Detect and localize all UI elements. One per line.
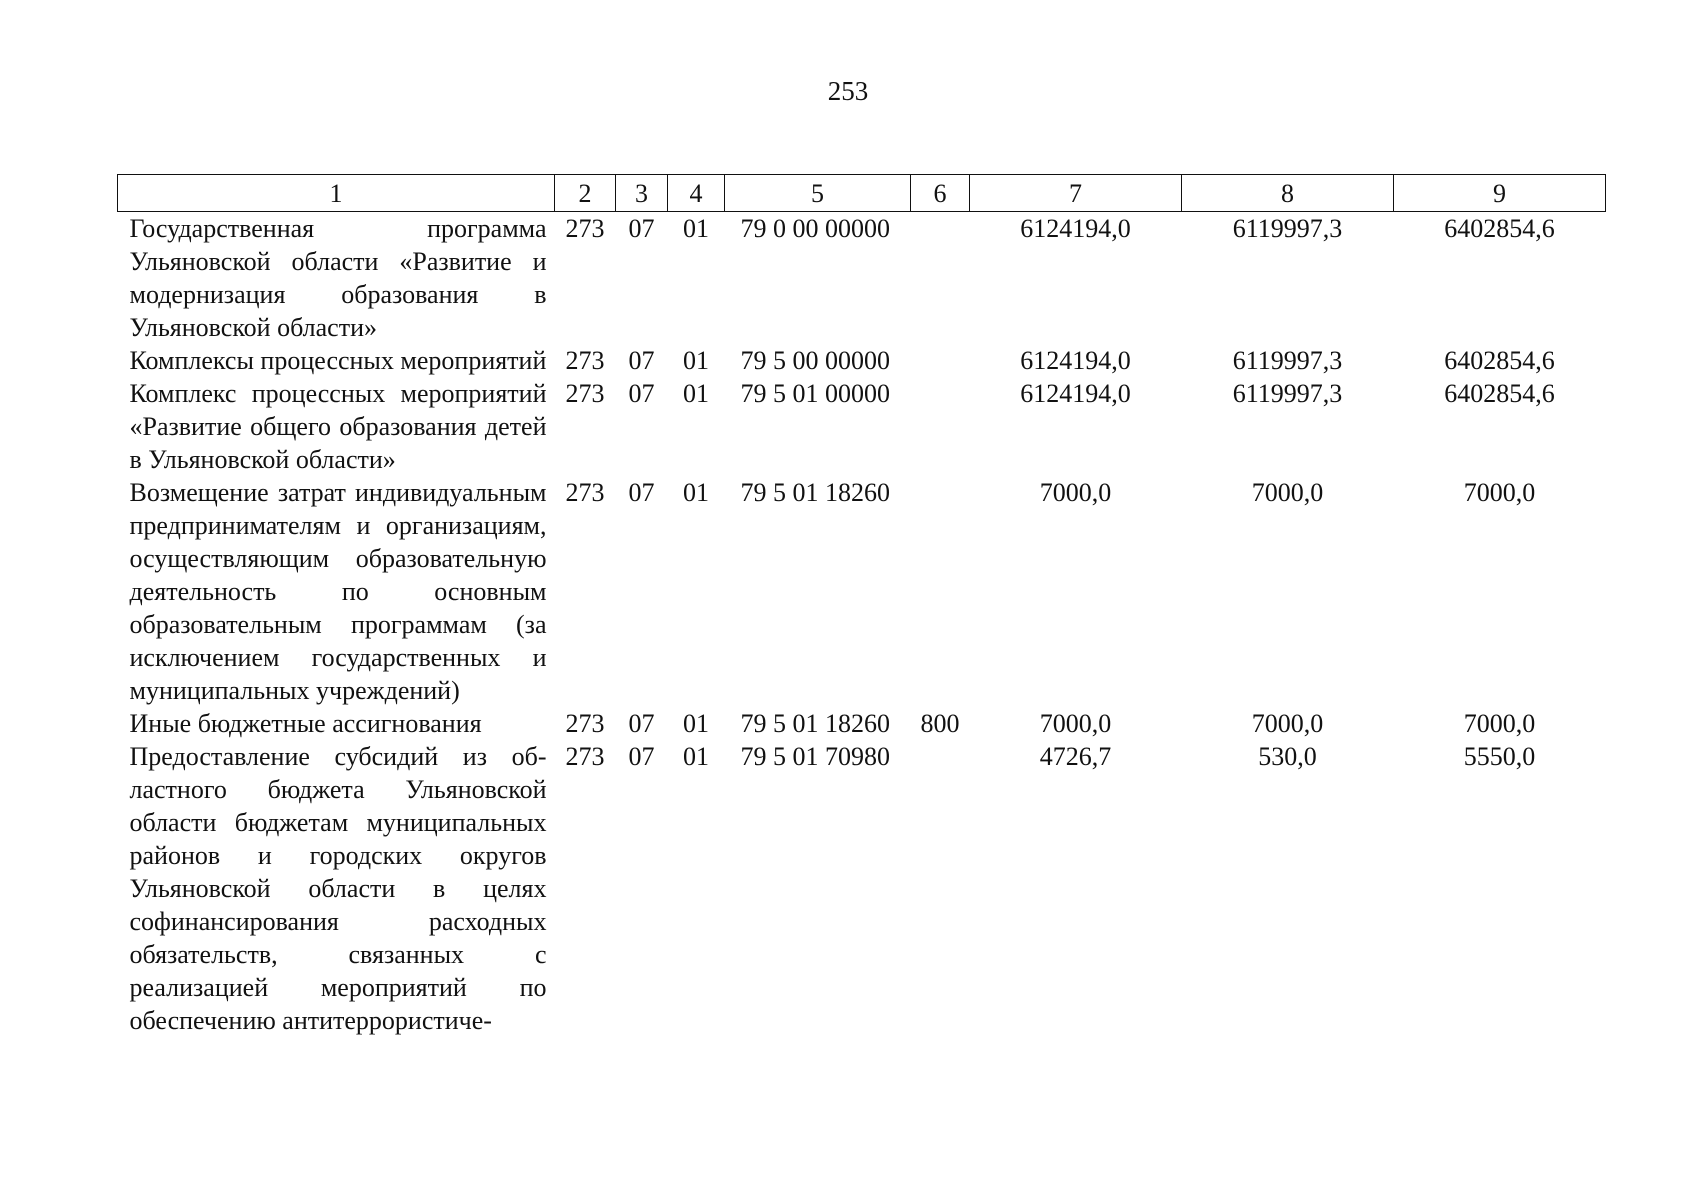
cell-amount-3: 6402854,6	[1444, 379, 1555, 408]
row-name: Комплекс процессных мероприятий «Развитие общего образования детей в Ульяновской области»	[129, 379, 547, 474]
cell-amount-1: 6124194,0	[1020, 214, 1131, 243]
row-name: Комплексы процессных мероприятий	[129, 346, 547, 375]
cell-subsection: 01	[683, 214, 709, 243]
cell-section: 07	[628, 478, 655, 507]
cell-expense-type	[911, 476, 970, 707]
cell-amount-2: 6119997,3	[1232, 214, 1343, 243]
row-name: Иные бюджетные ассигнования	[129, 709, 482, 738]
column-header: 6	[911, 175, 970, 212]
cell-admin-code: 273	[565, 346, 605, 375]
table-body	[118, 212, 1606, 1038]
cell-subsection: 01	[683, 742, 709, 771]
column-header: 2	[555, 175, 616, 212]
cell-target-article: 79 5 01 18260	[740, 709, 890, 738]
table-row	[118, 212, 1606, 345]
column-header: 8	[1182, 175, 1394, 212]
cell-amount-3: 6402854,6	[1444, 346, 1555, 375]
cell-subsection: 01	[683, 346, 709, 375]
cell-amount-1: 7000,0	[1039, 478, 1112, 507]
column-header: 1	[118, 175, 555, 212]
cell-target-article: 79 0 00 00000	[740, 214, 890, 243]
column-header: 3	[616, 175, 668, 212]
cell-target-article: 79 5 01 70980	[740, 742, 890, 771]
cell-target-article: 79 5 01 00000	[740, 379, 890, 408]
budget-table	[117, 174, 1606, 1037]
cell-subsection: 01	[683, 709, 709, 738]
cell-amount-3: 7000,0	[1463, 478, 1536, 507]
cell-section: 07	[628, 214, 655, 243]
cell-subsection: 01	[683, 478, 709, 507]
cell-admin-code: 273	[565, 478, 605, 507]
cell-target-article: 79 5 00 00000	[740, 346, 890, 375]
header-row	[118, 175, 1606, 212]
cell-section: 07	[628, 379, 655, 408]
column-header: 9	[1394, 175, 1606, 212]
cell-amount-3: 7000,0	[1463, 709, 1536, 738]
cell-expense-type	[911, 212, 970, 345]
table-row	[118, 476, 1606, 707]
cell-expense-type	[911, 377, 970, 476]
column-header: 5	[725, 175, 911, 212]
cell-expense-type	[911, 344, 970, 377]
cell-amount-3: 6402854,6	[1444, 214, 1555, 243]
cell-amount-3: 5550,0	[1463, 742, 1536, 771]
cell-admin-code: 273	[565, 379, 605, 408]
table-row	[118, 707, 1606, 740]
cell-amount-1: 4726,7	[1039, 742, 1112, 771]
table-row	[118, 740, 1606, 1037]
cell-section: 07	[628, 709, 655, 738]
page-number: 253	[827, 76, 869, 106]
cell-expense-type: 800	[920, 709, 960, 738]
cell-amount-2: 7000,0	[1251, 478, 1324, 507]
cell-amount-1: 7000,0	[1039, 709, 1112, 738]
column-header: 4	[668, 175, 725, 212]
cell-admin-code: 273	[565, 742, 605, 771]
cell-amount-2: 6119997,3	[1232, 379, 1343, 408]
cell-section: 07	[628, 346, 655, 375]
row-name: Возмещение затрат индивидуальным предпринимателям и организациям, осуществляющим образовательную деятельность по основным образовательным программам (за исключением государственных и муниципальных учреждений)	[129, 478, 547, 705]
cell-amount-2: 530,0	[1258, 742, 1317, 771]
cell-section: 07	[628, 742, 655, 771]
cell-amount-1: 6124194,0	[1020, 346, 1131, 375]
cell-target-article: 79 5 01 18260	[740, 478, 890, 507]
row-name: Государственная программа Ульяновской области «Развитие и модернизация образования в Ульяновской области»	[129, 214, 547, 342]
cell-admin-code: 273	[565, 709, 605, 738]
cell-amount-2: 7000,0	[1251, 709, 1324, 738]
table-row	[118, 344, 1606, 377]
cell-amount-2: 6119997,3	[1232, 346, 1343, 375]
column-header: 7	[970, 175, 1182, 212]
table-header	[118, 175, 1606, 212]
table-row	[118, 377, 1606, 476]
cell-expense-type	[911, 740, 970, 1037]
row-name: Предоставление субсидий из областного бюджета Ульяновской области бюджетам муниципальных районов и городских округов Ульяновской области в целях софинансирования расходных обязательств, связанных с реализацией мероприятий по обеспечению антитеррористиче-	[129, 742, 547, 1035]
cell-admin-code: 273	[565, 214, 605, 243]
cell-subsection: 01	[683, 379, 709, 408]
cell-amount-1: 6124194,0	[1020, 379, 1131, 408]
